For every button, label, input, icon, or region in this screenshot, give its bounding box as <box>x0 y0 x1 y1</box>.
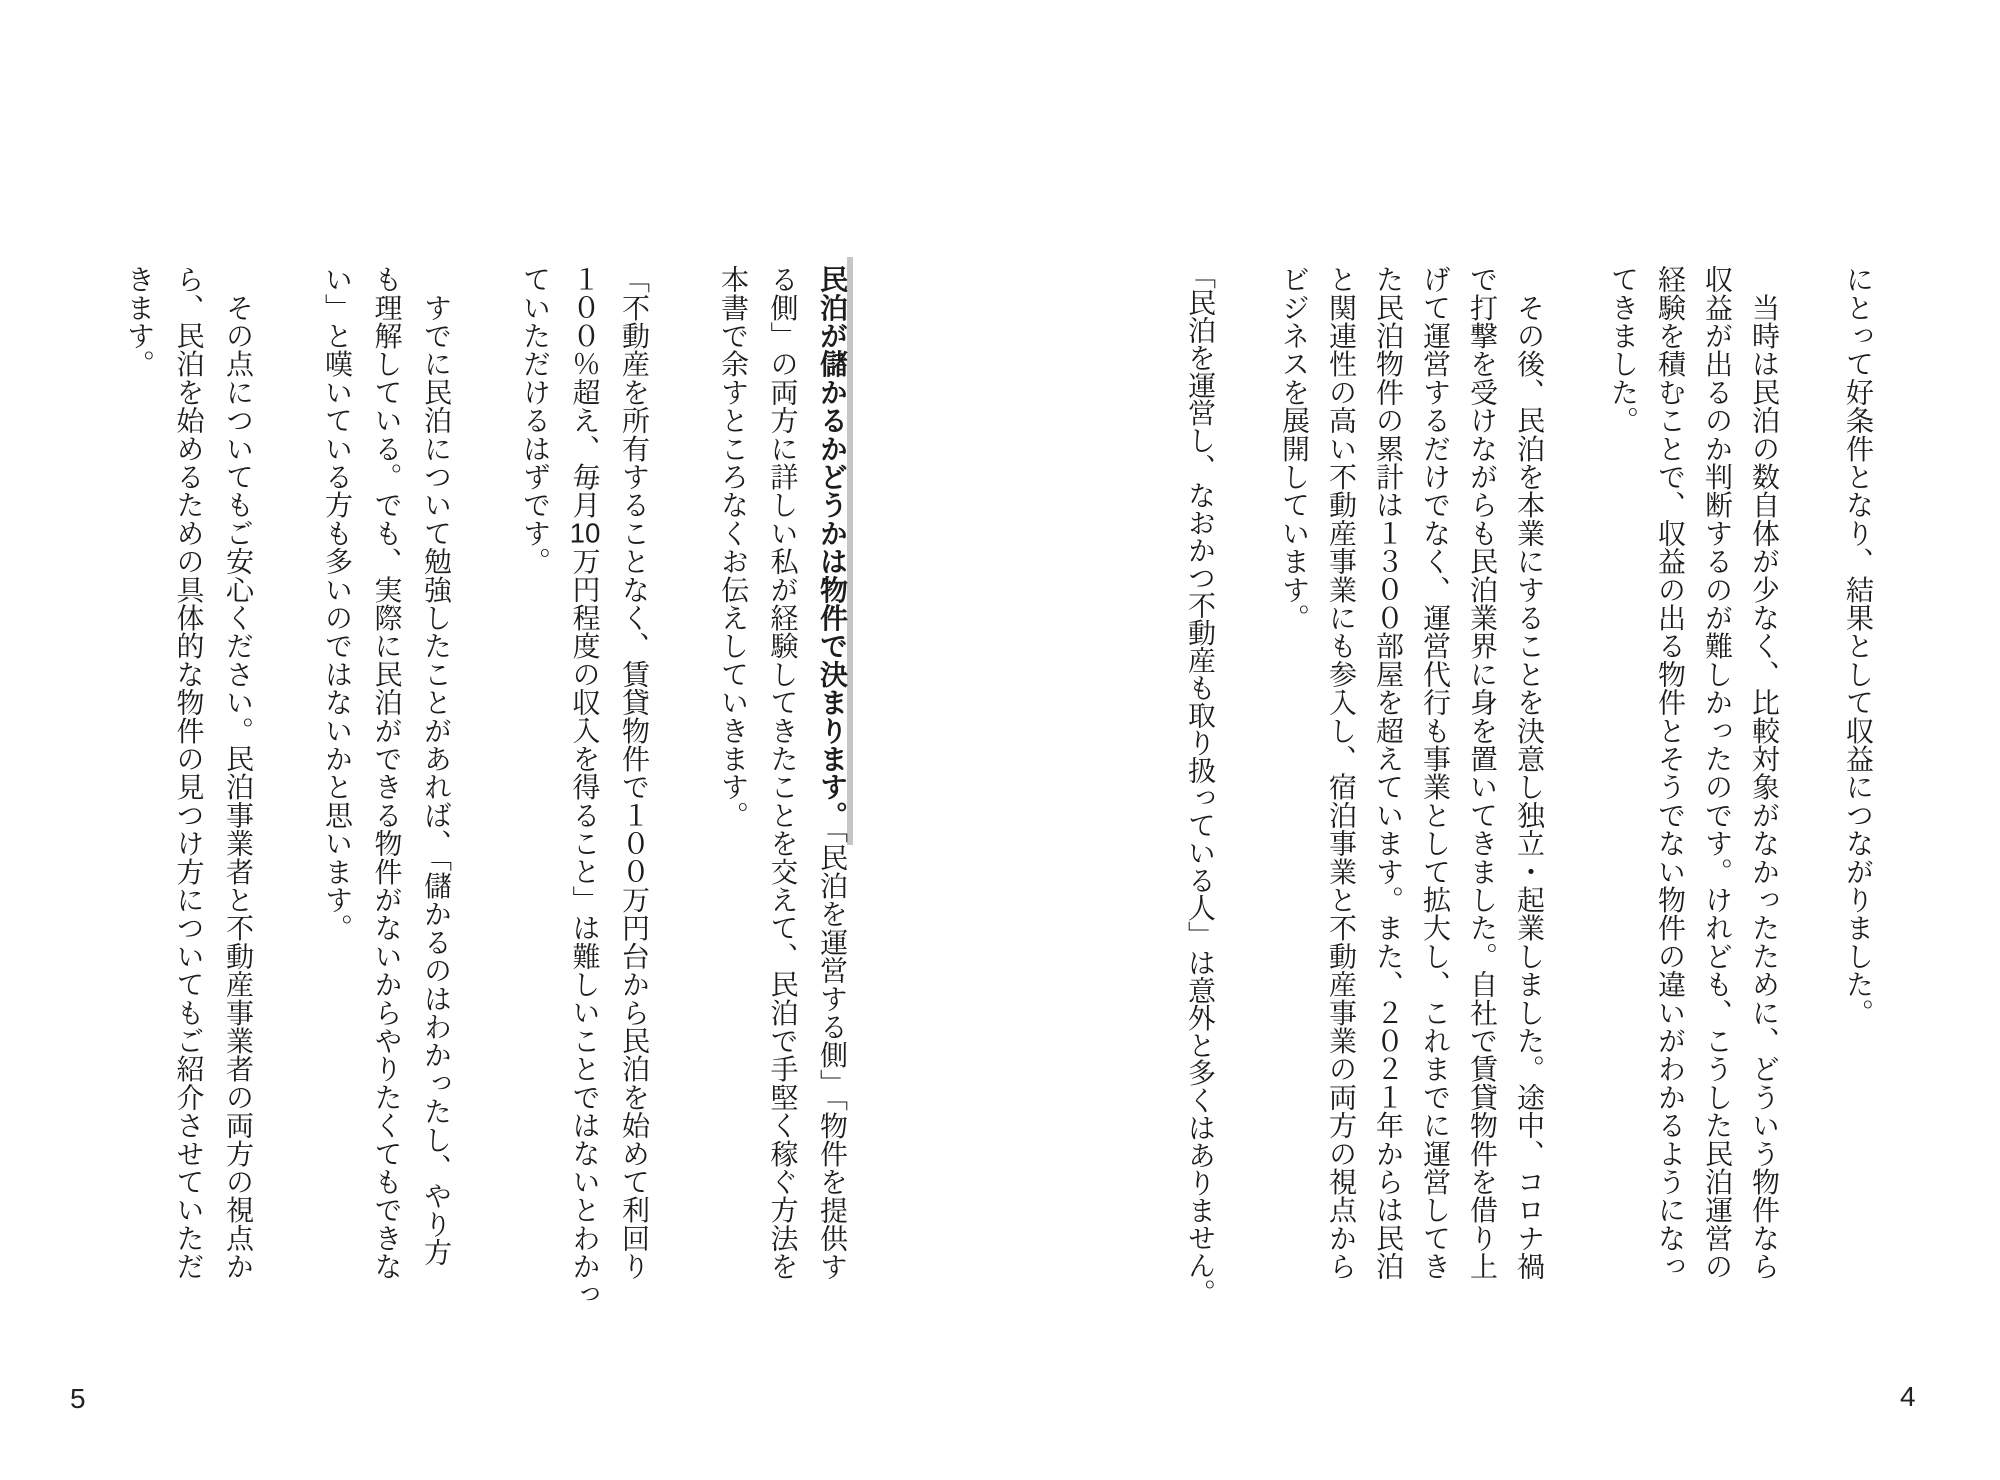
body-text: てきました。 <box>1608 265 1639 435</box>
text-column <box>1450 265 1497 1310</box>
text-column <box>1168 261 1215 1306</box>
text-column <box>1309 265 1356 1310</box>
body-text: る側」の両方に詳しい私が経験してきたことを交えて、民泊で手堅く稼ぐ方法を <box>767 265 799 1281</box>
text-column <box>352 265 402 1310</box>
heading-bold-text: 民泊が儲かるかどうかは物件で決まります。 <box>817 265 848 829</box>
paragraph <box>105 265 254 1310</box>
body-text: 「民泊を運営し、なおかつ不動産も取り扱っている人」は意外と多くはありません。 <box>1185 261 1216 1306</box>
body-text: ら、民泊を始めるための具体的な物件の見つけ方についてもご紹介させていただ <box>173 265 205 1281</box>
text-column <box>1826 265 1873 1310</box>
text-column <box>699 265 749 1310</box>
page-left-text-block <box>105 265 848 1310</box>
text-column <box>105 265 155 1310</box>
text-column <box>550 265 600 1310</box>
page-number-left: 5 <box>70 1383 86 1414</box>
text-column <box>1262 265 1309 1310</box>
body-text: 「不動産を所有することなく、賃貸物件で１００万円台から民泊を始めて利回り <box>619 265 650 1281</box>
text-column <box>1497 265 1544 1310</box>
body-text: すでに民泊について勉強したことがあれば、「儲かるのはわかったし、やり方 <box>421 265 452 1267</box>
body-text: その後、民泊を本業にすることを決意し独立・起業しました。途中、コロナ禍 <box>1514 265 1545 1281</box>
text-column <box>501 265 551 1310</box>
body-text: げて運営するだけでなく、運営代行も事業として拡大し、これまでに運営してき <box>1420 265 1451 1281</box>
body-text: ビジネスを展開しています。 <box>1279 265 1310 632</box>
text-column <box>1356 265 1403 1310</box>
body-text: で打撃を受けながらも民泊業界に身を置いてきました。自社で賃貸物件を借り上 <box>1467 265 1498 1281</box>
body-text: １００％超え、毎月 <box>569 265 601 519</box>
body-text: 万円程度の収入を得ること」は難しいことではないとわかっ <box>569 546 601 1309</box>
body-text: 本書で余すところなくお伝えしていきます。 <box>718 265 749 829</box>
paragraph <box>1262 265 1544 1310</box>
body-text: た民泊物件の累計は１３００部屋を超えています。また、２０２１年からは民泊 <box>1373 265 1404 1281</box>
body-text: と関連性の高い不動産事業にも参入し、宿泊事業と不動産事業の両方の視点から <box>1326 265 1357 1281</box>
page-number-right: 4 <box>1900 1381 1916 1412</box>
paragraph <box>1168 261 1216 1306</box>
body-text: にとって好条件となり、結果として収益につながりました。 <box>1843 265 1874 1027</box>
body-text: 当時は民泊の数自体が少なく、比較対象がなかったために、どういう物件なら <box>1749 265 1780 1281</box>
body-text: 経験を積むことで、収益の出る物件とそうでない物件の違いがわかるようになっ <box>1655 265 1686 1281</box>
paragraph <box>1591 265 1779 1310</box>
body-text: その点についてもご安心ください。民泊事業者と不動産事業者の両方の視点か <box>223 265 254 1281</box>
body-text: も理解している。でも、実際に民泊ができる物件がないからやりたくてもできな <box>371 265 403 1281</box>
text-column <box>1591 265 1638 1310</box>
text-column <box>600 265 650 1310</box>
text-column <box>402 265 452 1310</box>
body-text: きます。 <box>124 265 155 378</box>
text-column <box>1685 265 1732 1310</box>
text-column <box>204 265 254 1310</box>
text-column <box>303 265 353 1310</box>
paragraph <box>699 265 848 1310</box>
body-text: ていただけるはずです。 <box>520 265 551 576</box>
text-column <box>798 265 848 1310</box>
paragraph <box>501 265 650 1310</box>
text-column <box>1638 265 1685 1310</box>
body-text: い」と嘆いている方も多いのではないかと思います。 <box>322 265 353 942</box>
text-column <box>748 265 798 1310</box>
body-text: 「民泊を運営する側」「物件を提供す <box>817 829 848 1281</box>
tatechuyoko-number: 10 <box>569 518 601 547</box>
text-column <box>1732 265 1779 1310</box>
body-text: 収益が出るのか判断するのが難しかったのです。けれども、こうした民泊運営の <box>1702 265 1733 1281</box>
paragraph <box>303 265 452 1310</box>
page-right-text-block <box>1168 261 1874 1310</box>
text-column <box>1403 265 1450 1310</box>
paragraph <box>1826 265 1873 1310</box>
text-column <box>154 265 204 1310</box>
